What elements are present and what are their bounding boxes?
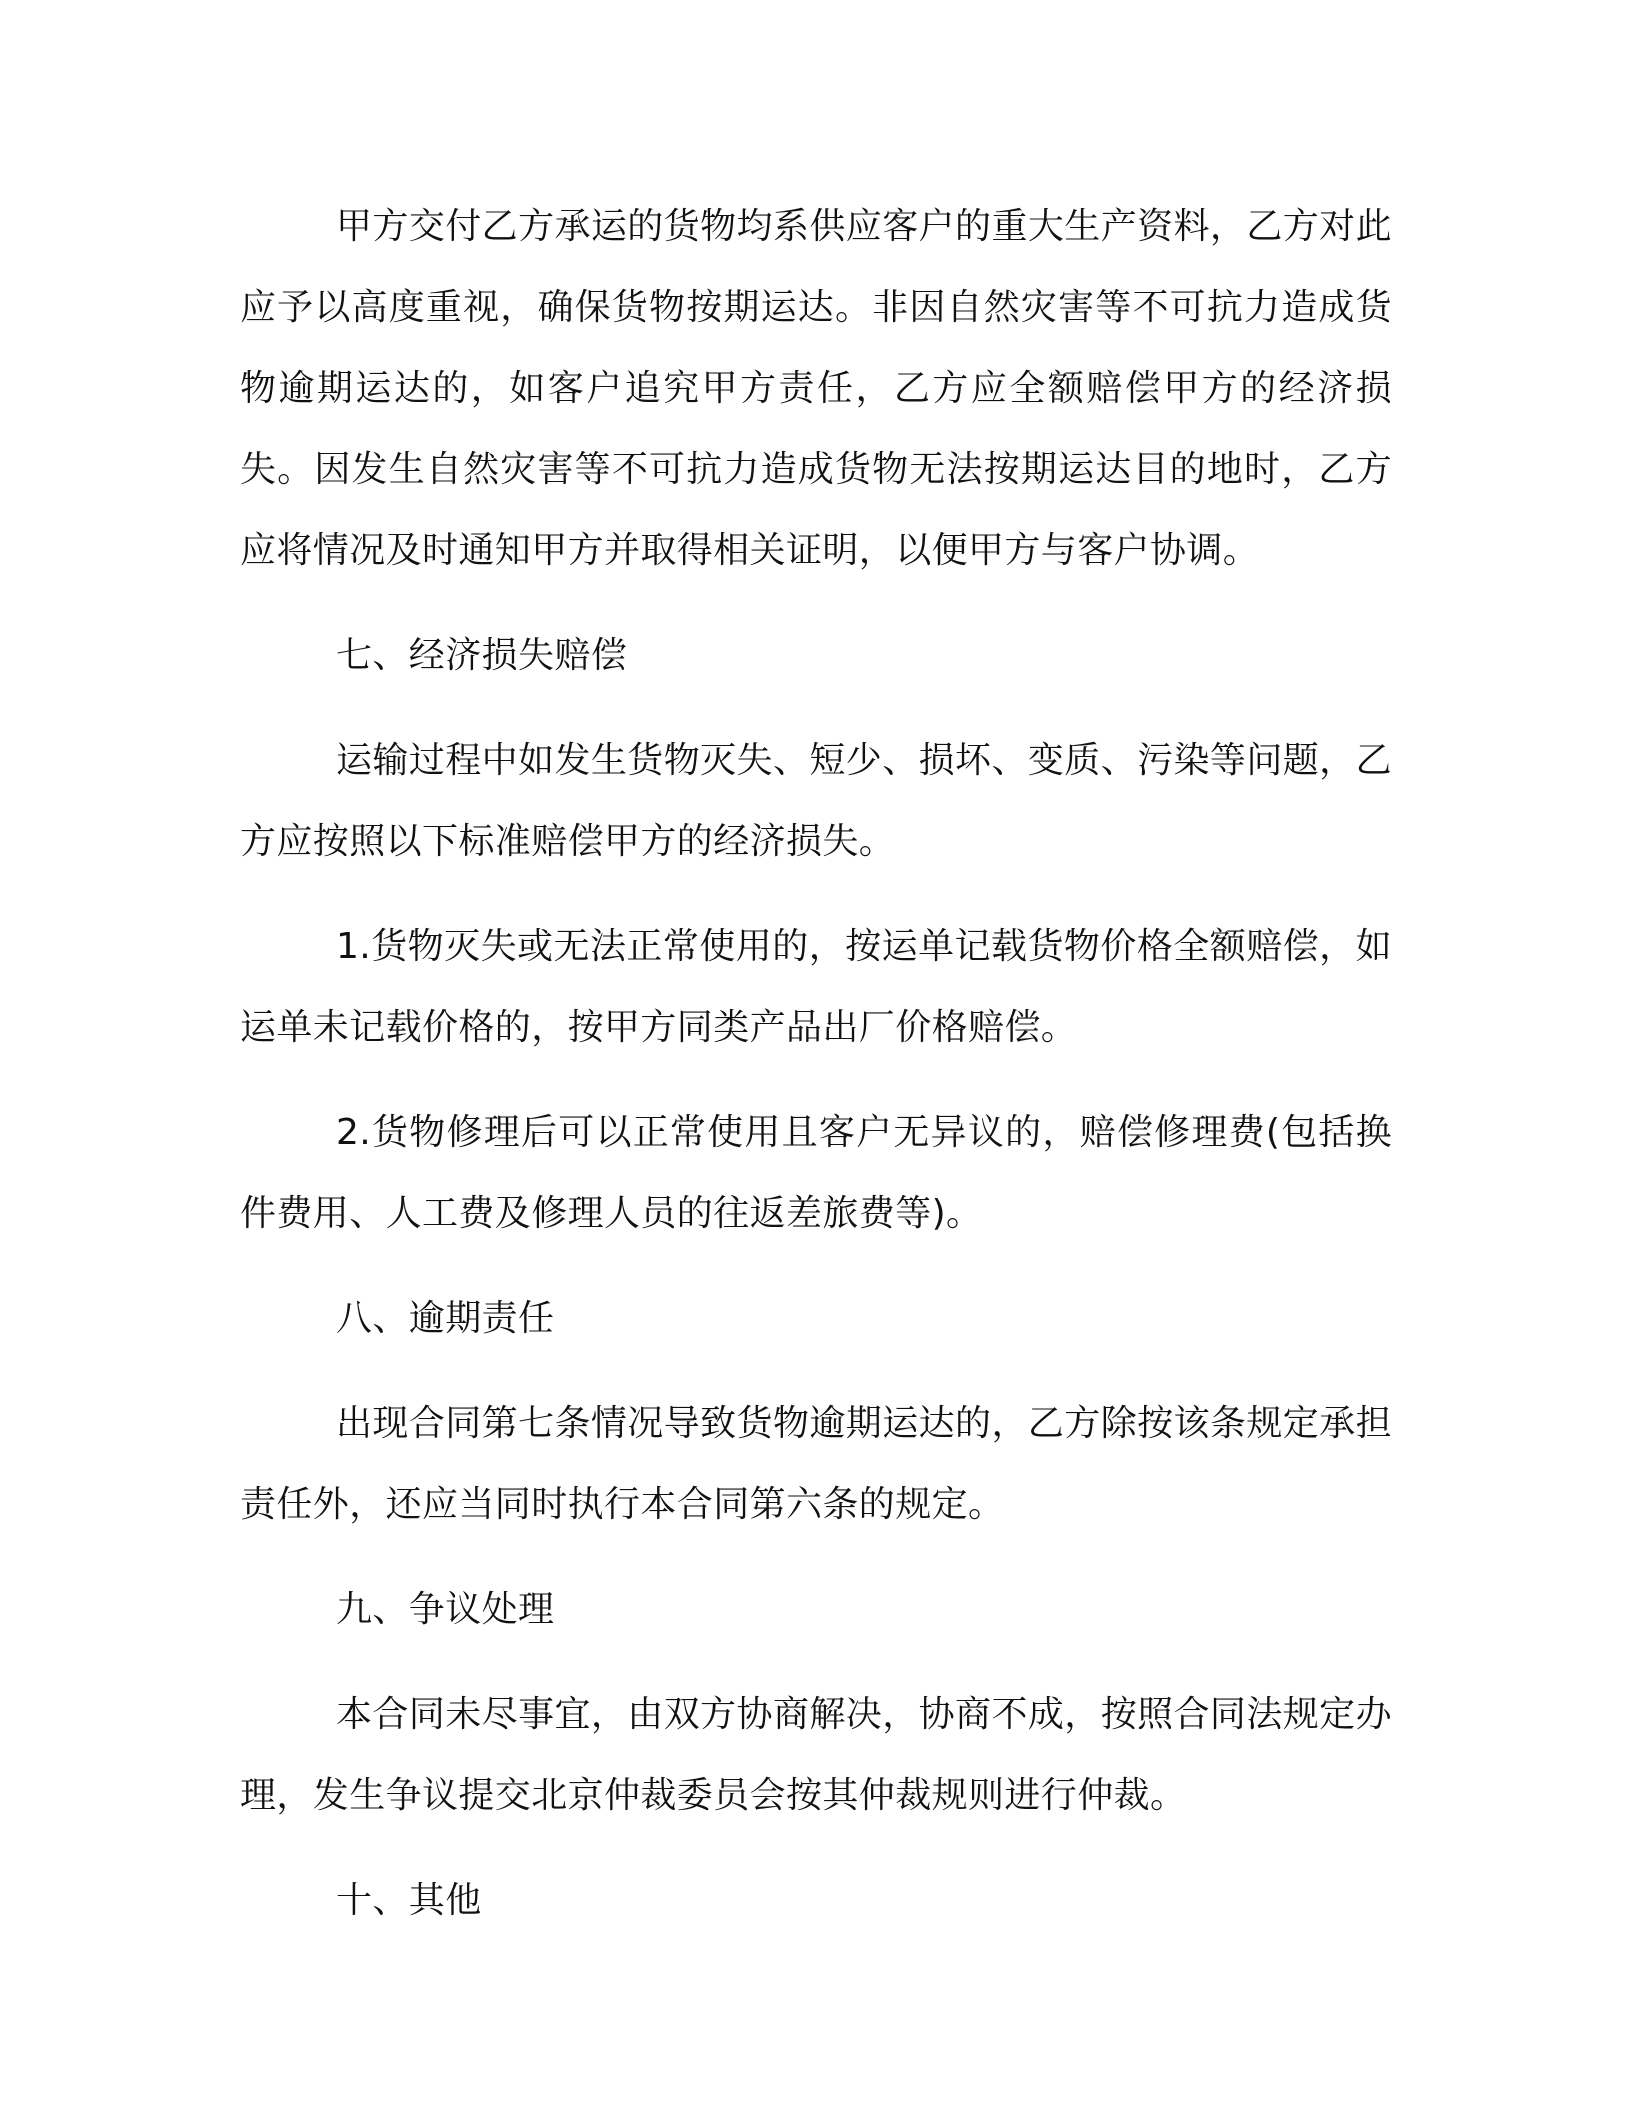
document-body (240, 186, 1392, 1941)
section-heading-7: 七、经济损失赔偿 (336, 635, 628, 676)
paragraph-compensation-intro: 运输过程中如发生货物灭失、短少、损坏、变质、污染等问题，乙方应按照以下标准赔偿甲方的经济损失。 (240, 740, 1392, 862)
paragraph-overdue-liability: 出现合同第七条情况导致货物逾期运达的，乙方除按该条规定承担责任外，还应当同时执行本合同第六条的规定。 (240, 1403, 1392, 1525)
section-heading-9: 九、争议处理 (336, 1589, 555, 1630)
paragraph-dispute-resolution: 本合同未尽事宜，由双方协商解决，协商不成，按照合同法规定办理，发生争议提交北京仲裁委员会按其仲裁规则进行仲裁。 (240, 1694, 1392, 1816)
section-heading-10: 十、其他 (336, 1880, 482, 1921)
paragraph-compensation-item-1: 1.货物灭失或无法正常使用的，按运单记载货物价格全额赔偿，如运单未记载价格的，按甲方同类产品出厂价格赔偿。 (240, 926, 1392, 1048)
paragraph-delivery-obligation: 甲方交付乙方承运的货物均系供应客户的重大生产资料，乙方对此应予以高度重视，确保货物按期运达。非因自然灾害等不可抗力造成货物逾期运达的，如客户追究甲方责任，乙方应全额赔偿甲方的经济损失。因发生自然灾害等不可抗力造成货物无法按期运达目的地时，乙方应将情况及时通知甲方并取得相关证明，以便甲方与客户协调。 (240, 206, 1392, 571)
paragraph-compensation-item-2: 2.货物修理后可以正常使用且客户无异议的，赔偿修理费(包括换件费用、人工费及修理人员的往返差旅费等)。 (240, 1112, 1392, 1234)
section-heading-8: 八、逾期责任 (336, 1298, 555, 1339)
